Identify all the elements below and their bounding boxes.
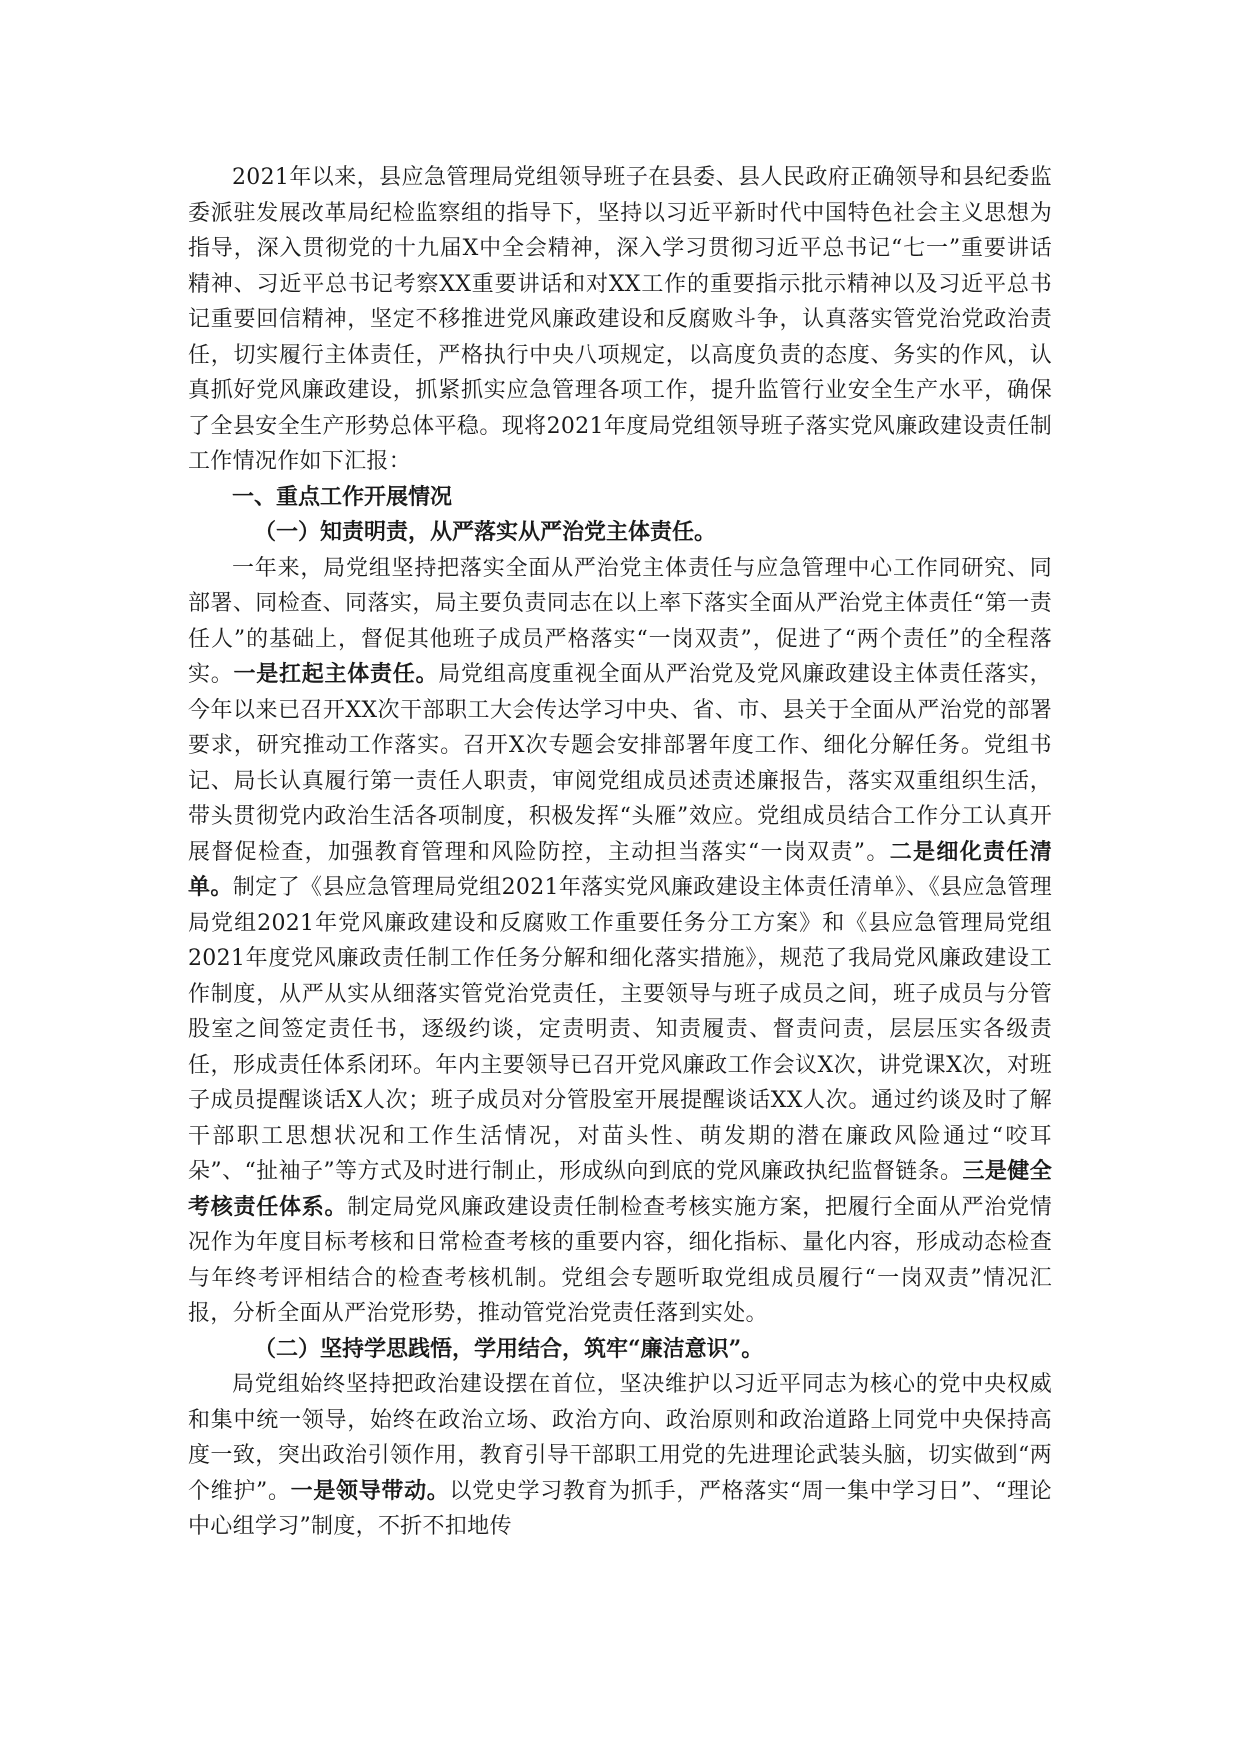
bold-lead-2: 二是细化责任清单。: [188, 838, 1052, 900]
intro-text: 2021年以来，县应急管理局党组领导班子在县委、县人民政府正确领导和县纪委监委派驻发展改革局纪检监察组的指导下，坚持以习近平新时代中国特色社会主义思想为指导，深入贯彻党的十九届X中全会精神，深入学习贯彻习近平总书记“七一”重要讲话精神、习近平总书记考察XX重要讲话和对XX工作的重要指示批示精神以及习近平总书记重要回信精神，坚定不移推进党风廉政建设和反腐败斗争，认真落实管党治党政治责任，切实履行主体责任，严格执行中央八项规定，以高度负责的态度、务实的作风，认真抓好党风廉政建设，抓紧抓实应急管理各项工作，提升监管行业安全生产水平，确保了全县安全生产形势总体平稳。现将2021年度局党组领导班子落实党风廉政建设责任制工作情况作如下汇报：: [188, 165, 1052, 474]
paragraph-text: 局党组高度重视全面从严治党及党风廉政建设主体责任落实，今年以来已召开XX次干部职工大会传达学习中央、省、市、县关于全面从严治党的部署要求，研究推动工作落实。召开X次专题会安排部署年度工作、细化分解任务。党组书记、局长认真履行第一责任人职责，审阅党组成员述责述廉报告，落实双重组织生活，带头贯彻党内政治生活各项制度，积极发挥“头雁”效应。党组成员结合工作分工认真开展督促检查，加强教育管理和风险防控，主动担当落实“一岗双责”。: [188, 662, 1052, 865]
subsection-heading-2: [188, 1332, 1052, 1368]
section-heading: [188, 480, 1052, 516]
intro-paragraph: [188, 160, 1052, 480]
bold-lead-4: 一是领导带动。: [290, 1477, 450, 1504]
subsection-heading-1: [188, 515, 1052, 551]
paragraph-text: 制定局党风廉政建设责任制检查考核实施方案，把履行全面从严治党情况作为年度目标考核和日常检查考核的重要内容，细化指标、量化内容，形成动态检查与年终考评相结合的检查考核机制。党组会专题听取党组成员履行“一岗双责”情况汇报，分析全面从严治党形势，推动管党治党责任落到实处。: [188, 1194, 1052, 1326]
paragraph-text: 局党组始终坚持把政治建设摆在首位，坚决维护以习近平同志为核心的党中央权威和集中统一领导，始终在政治立场、政治方向、政治原则和政治道路上同党中央保持高度一致，突出政治引领作用，教育引导干部职工用党的先进理论武装头脑，切实做到“两个维护”。: [188, 1372, 1052, 1504]
subsection-1-paragraph: [188, 551, 1052, 1332]
subsection-heading-1-text: （一）知责明责，从严落实从严治党主体责任。: [254, 519, 717, 545]
paragraph-text: 制定了《县应急管理局党组2021年落实党风廉政建设主体责任清单》、《县应急管理局党组2021年党风廉政建设和反腐败工作重要任务分工方案》和《县应急管理局党组2021年度党风廉政责任制工作任务分解和细化落实措施》，规范了我局党风廉政建设工作制度，从严从实从细落实管党治党责任，主要领导与班子成员之间，班子成员与分管股室之间签定责任书，逐级约谈，定责明责、知责履责、督责问责，层层压实各级责任，形成责任体系闭环。年内主要领导已召开党风廉政工作会议X次，讲党课X次，对班子成员提醒谈话X人次；班子成员对分管股室开展提醒谈话XX人次。通过约谈及时了解干部职工思想状况和工作生活情况，对苗头性、萌发期的潜在廉政风险通过“咬耳朵”、“扯袖子”等方式及时进行制止，形成纵向到底的党风廉政执纪监督链条。: [188, 875, 1052, 1184]
document-page: [188, 160, 1052, 1545]
bold-lead-1: 一是扛起主体责任。: [233, 661, 439, 687]
paragraph-text: 一年来，局党组坚持把落实全面从严治党主体责任与应急管理中心工作同研究、同部署、同检查、同落实，局主要负责同志在以上率下落实全面从严治党主体责任“第一责任人”的基础上，督促其他班子成员严格落实“一岗双责”，促进了“两个责任”的全程落实。: [188, 555, 1052, 687]
subsection-heading-2-text: （二）坚持学思践悟，学用结合，筑牢“廉洁意识”。: [254, 1335, 764, 1362]
paragraph-text: 以党史学习教育为抓手，严格落实“周一集中学习日”、“理论中心组学习”制度，不折不扣地传: [188, 1478, 1052, 1539]
section-heading-text: 一、重点工作开展情况: [232, 483, 453, 510]
bold-lead-3: 三是健全考核责任体系。: [188, 1158, 1052, 1220]
subsection-2-paragraph: [188, 1367, 1052, 1545]
